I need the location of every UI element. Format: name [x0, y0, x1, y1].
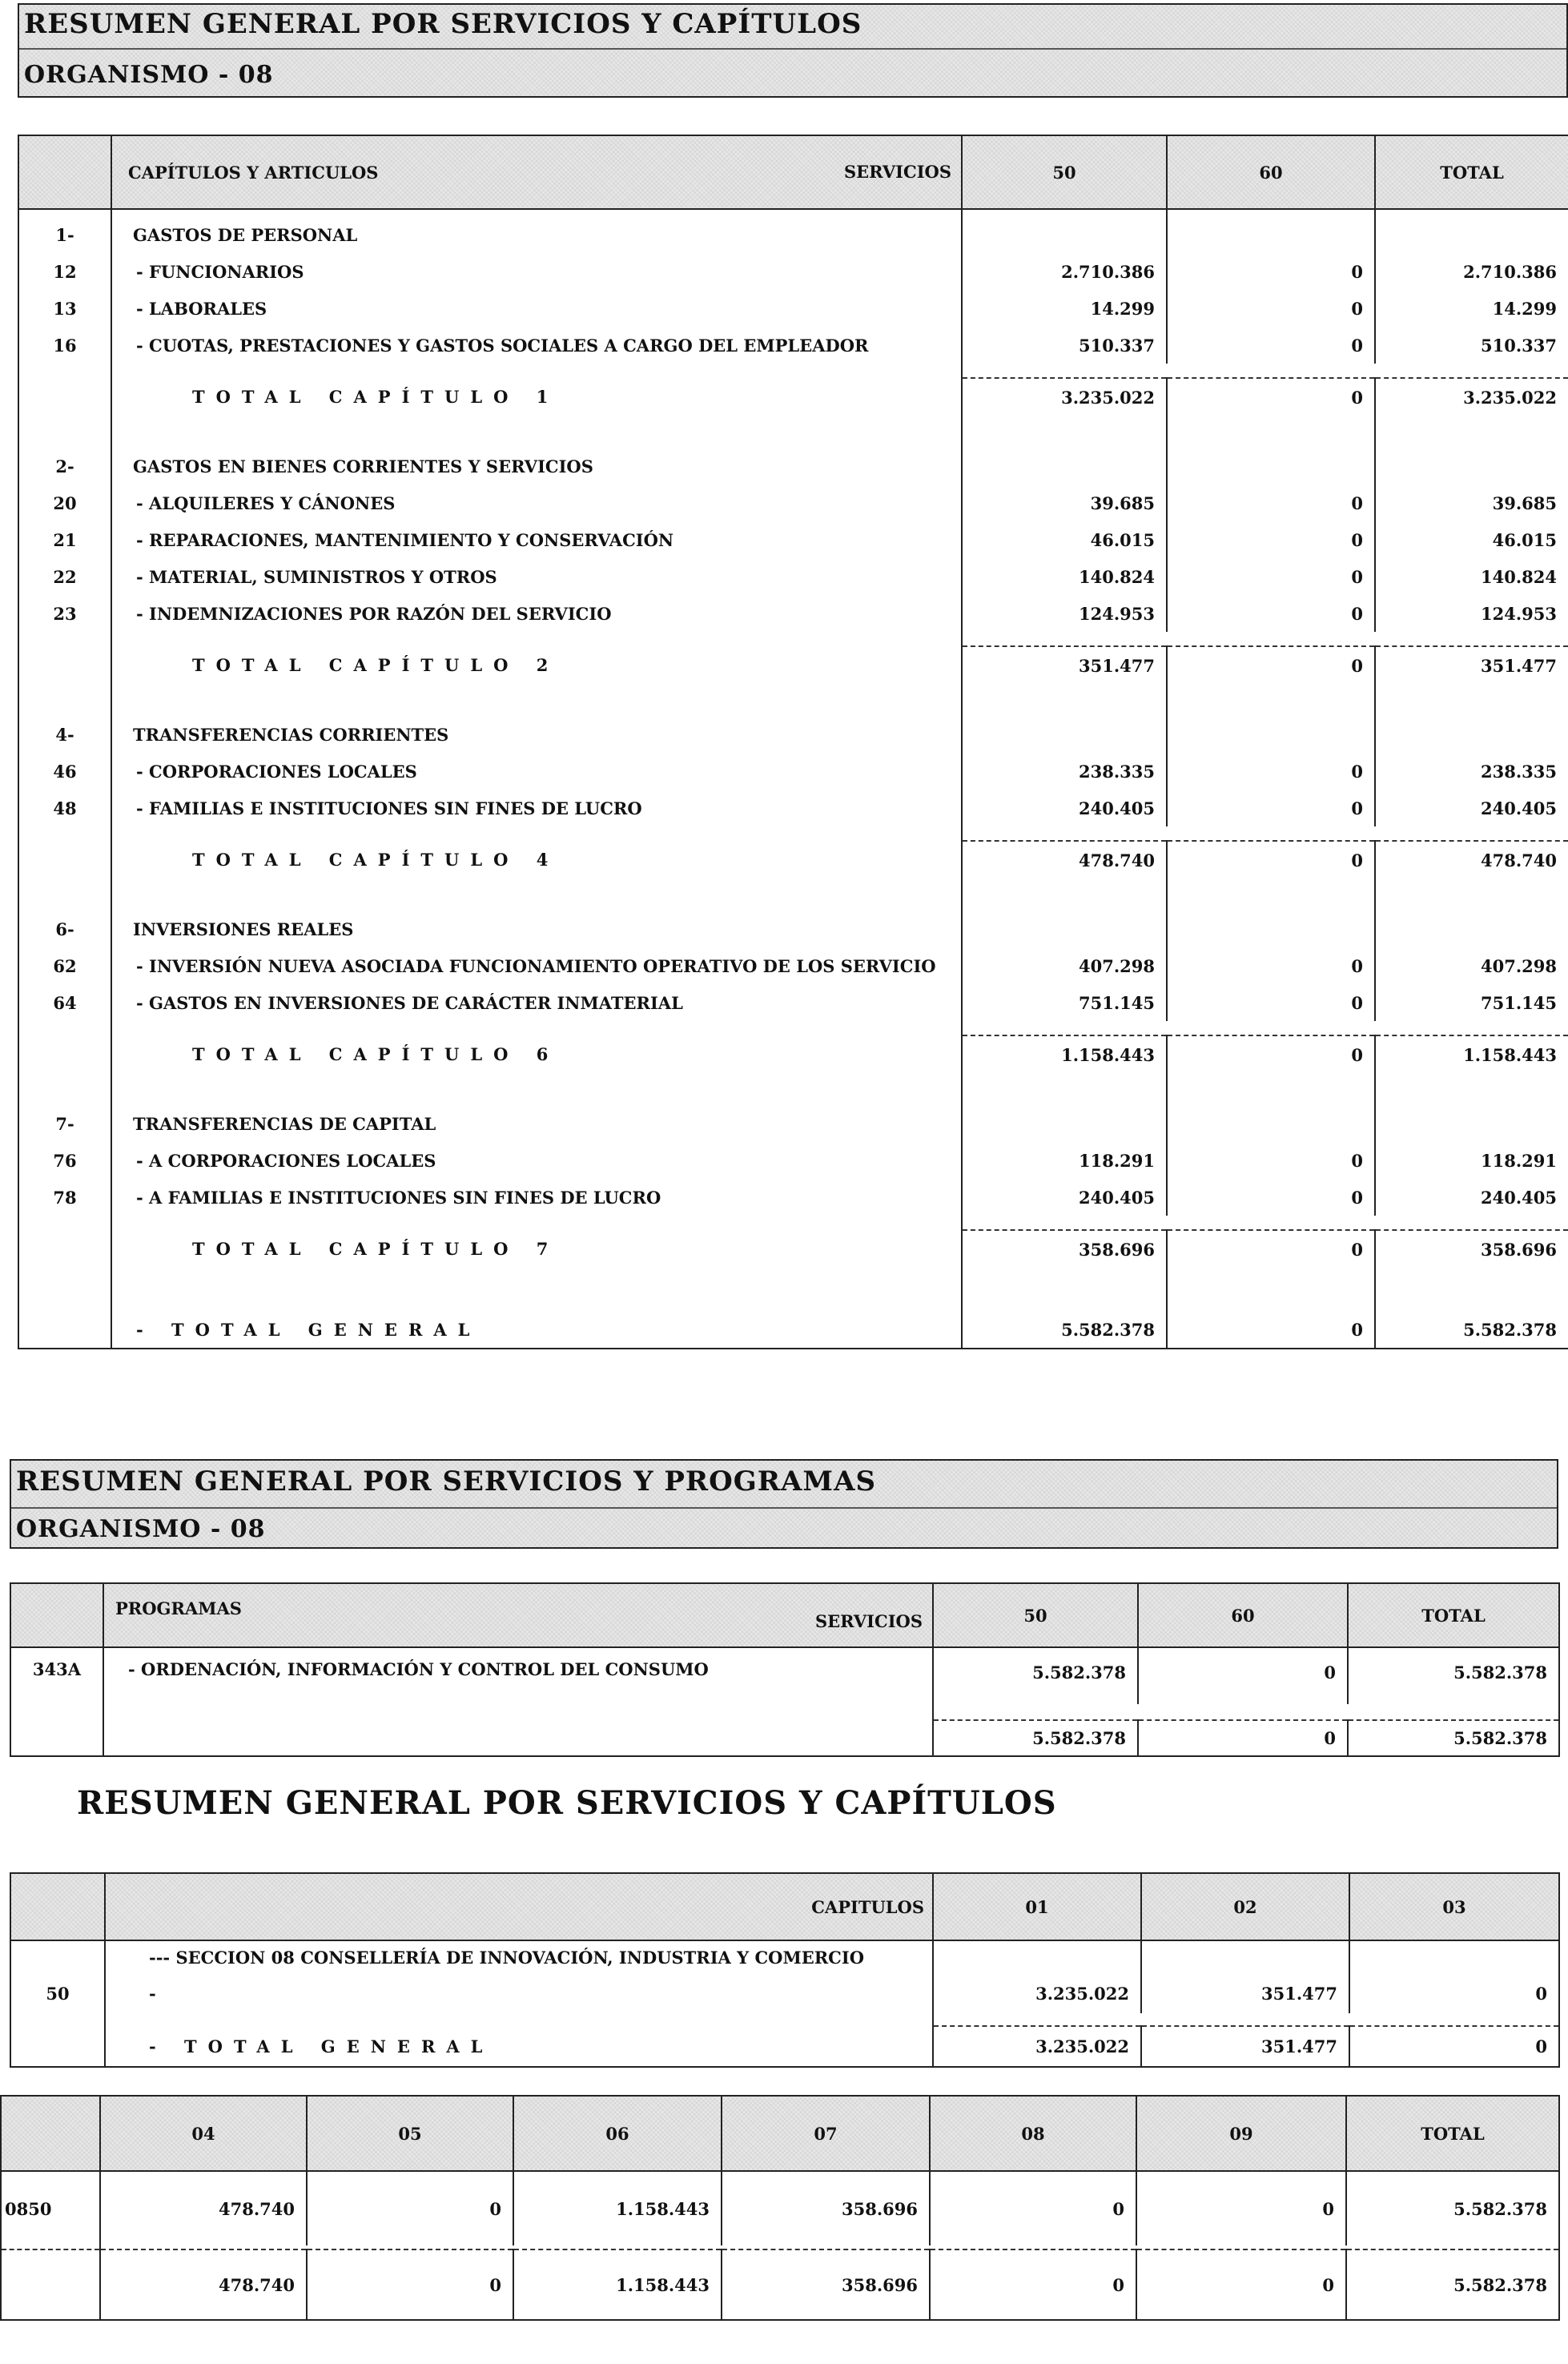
row-value-50: 407.298	[962, 947, 1167, 984]
chapter-total-row	[18, 841, 1568, 878]
chapter-total-row	[18, 1230, 1568, 1268]
row-value-60: 0	[1167, 1311, 1375, 1349]
programa-total-60: 0	[1138, 1720, 1348, 1756]
row-code: 76	[53, 1150, 77, 1171]
row-code: 12	[53, 261, 77, 282]
row-value-total: 751.145	[1375, 984, 1568, 1021]
chapter-total-row	[18, 646, 1568, 684]
row-description: TOTAL CAPÍTULO 2	[111, 646, 962, 684]
programa-total-row	[10, 1720, 1559, 1756]
spacer-row	[18, 878, 1568, 911]
spacer-row	[18, 416, 1568, 448]
row-value-50: 140.824	[962, 558, 1167, 595]
row-code: 6-	[55, 919, 74, 939]
row-value-total: 478.740	[1375, 841, 1568, 878]
row-code	[18, 646, 111, 684]
cont-total-08: 0	[930, 2249, 1136, 2320]
row-value-50: 14.299	[962, 290, 1167, 327]
header-col-04: 04	[100, 2096, 307, 2171]
row-value-total: 3.235.022	[1375, 378, 1568, 416]
row-description: - GASTOS EN INVERSIONES DE CARÁCTER INMATERIAL	[111, 984, 962, 1021]
row-value-total: 14.299	[1375, 290, 1568, 327]
header-concept-cell	[103, 1583, 933, 1647]
table-row	[18, 290, 1568, 327]
table-row	[18, 984, 1568, 1021]
row-description: GASTOS EN BIENES CORRIENTES Y SERVICIOS	[111, 448, 962, 484]
row-code: 7-	[55, 1113, 74, 1134]
dashed-separator-row	[18, 632, 1568, 646]
row-code: 16	[53, 335, 77, 356]
row-value-50	[962, 448, 1167, 484]
header-concept-cell	[111, 135, 962, 209]
row-value-total: 240.405	[1375, 790, 1568, 826]
row-value-60	[1167, 1105, 1375, 1142]
row-value-50: 118.291	[962, 1142, 1167, 1179]
row-value-total: 238.335	[1375, 753, 1568, 790]
row-code: 64	[53, 992, 77, 1013]
seccion-value-row	[10, 1973, 1559, 2013]
row-description: TRANSFERENCIAS DE CAPITAL	[111, 1105, 962, 1142]
header-col-50: 50	[962, 135, 1167, 209]
header-col-03: 03	[1349, 1873, 1559, 1940]
row-description: - REPARACIONES, MANTENIMIENTO Y CONSERVACIÓN	[111, 521, 962, 558]
row-description: - TOTAL GENERAL	[111, 1311, 962, 1349]
row-description: INVERSIONES REALES	[111, 911, 962, 947]
banner-title: RESUMEN GENERAL POR SERVICIOS Y PROGRAMAS	[16, 1465, 876, 1498]
banner-title: RESUMEN GENERAL POR SERVICIOS Y CAPÍTULOS	[24, 8, 862, 40]
header-code-cell	[18, 135, 111, 209]
row-value-60	[1167, 716, 1375, 753]
dashed-separator-row	[18, 826, 1568, 841]
row-value-60: 0	[1167, 378, 1375, 416]
spacer-row	[18, 1268, 1568, 1300]
table-row	[18, 753, 1568, 790]
seccion-total-01: 3.235.022	[933, 2026, 1141, 2067]
row-value-total: 39.685	[1375, 484, 1568, 521]
chapter-total-row	[18, 378, 1568, 416]
row-value-total	[1375, 216, 1568, 253]
row-value-50: 358.696	[962, 1230, 1167, 1268]
seccion-label-row	[10, 1940, 1559, 1973]
row-value-total: 358.696	[1375, 1230, 1568, 1268]
table-row	[18, 253, 1568, 290]
cont-value-05: 0	[307, 2171, 513, 2245]
row-value-total: 2.710.386	[1375, 253, 1568, 290]
dashed-separator-row	[10, 2013, 1559, 2026]
row-description: - ALQUILERES Y CÁNONES	[111, 484, 962, 521]
row-value-total	[1375, 1105, 1568, 1142]
row-description: - FAMILIAS E INSTITUCIONES SIN FINES DE LUCRO	[111, 790, 962, 826]
banner-subtitle: ORGANISMO - 08	[24, 61, 274, 89]
seccion-dash: -	[105, 1973, 933, 2013]
programa-total-total: 5.582.378	[1348, 1720, 1559, 1756]
cont-value-08: 0	[930, 2171, 1136, 2245]
chapter-total-row	[18, 1035, 1568, 1073]
table-row	[18, 947, 1568, 984]
row-value-60: 0	[1167, 984, 1375, 1021]
spacer-row	[18, 1073, 1568, 1105]
row-description: - CUOTAS, PRESTACIONES Y GASTOS SOCIALES A CARGO DEL EMPLEADOR	[111, 327, 962, 364]
row-value-50	[962, 911, 1167, 947]
header-col-60: 60	[1138, 1583, 1348, 1647]
header-code-cell	[10, 1873, 105, 1940]
table-row	[18, 716, 1568, 753]
cont-total-07: 358.696	[722, 2249, 930, 2320]
row-code: 4-	[55, 724, 74, 745]
row-value-50: 240.405	[962, 1179, 1167, 1216]
row-value-total	[1375, 911, 1568, 947]
row-value-60	[1167, 448, 1375, 484]
capitulos-header-row	[18, 135, 1568, 209]
row-value-50: 510.337	[962, 327, 1167, 364]
row-code: 1-	[55, 224, 74, 245]
programa-value-60: 0	[1138, 1647, 1348, 1704]
row-value-60	[1167, 216, 1375, 253]
row-value-50: 238.335	[962, 753, 1167, 790]
row-value-60: 0	[1167, 595, 1375, 632]
cont-value-09: 0	[1136, 2171, 1346, 2245]
header-col-07: 07	[722, 2096, 930, 2171]
programa-row	[10, 1647, 1559, 1704]
table-row	[18, 595, 1568, 632]
table-row	[18, 448, 1568, 484]
grand-total-row	[18, 1311, 1568, 1349]
row-value-60: 0	[1167, 790, 1375, 826]
row-value-50: 478.740	[962, 841, 1167, 878]
row-code: 21	[53, 529, 77, 550]
dashed-separator-row	[18, 1216, 1568, 1230]
header-col-total: TOTAL	[1375, 135, 1568, 209]
header-code-cell	[10, 1583, 103, 1647]
row-value-50: 2.710.386	[962, 253, 1167, 290]
programas-table	[10, 1582, 1560, 1757]
seccion-total-02: 351.477	[1141, 2026, 1349, 2067]
row-value-total: 5.582.378	[1375, 1311, 1568, 1349]
row-description: - FUNCIONARIOS	[111, 253, 962, 290]
row-code	[18, 1035, 111, 1073]
row-description: - INVERSIÓN NUEVA ASOCIADA FUNCIONAMIENTO OPERATIVO DE LOS SERVICIO	[111, 947, 962, 984]
row-value-60: 0	[1167, 646, 1375, 684]
row-description: - LABORALES	[111, 290, 962, 327]
dashed-separator-row	[10, 1704, 1559, 1720]
cont-value-06: 1.158.443	[513, 2171, 722, 2245]
programa-value-50: 5.582.378	[933, 1647, 1138, 1704]
row-code	[18, 378, 111, 416]
row-value-50	[962, 716, 1167, 753]
row-description: TOTAL CAPÍTULO 6	[111, 1035, 962, 1073]
header-col-total: TOTAL	[1346, 2096, 1559, 2171]
row-value-60: 0	[1167, 253, 1375, 290]
table-row	[18, 1105, 1568, 1142]
programa-desc: - ORDENACIÓN, INFORMACIÓN Y CONTROL DEL CONSUMO	[103, 1647, 933, 1704]
row-description: - A CORPORACIONES LOCALES	[111, 1142, 962, 1179]
spacer-row	[18, 1300, 1568, 1311]
banner-divider	[11, 1507, 1557, 1509]
row-code: 22	[53, 566, 77, 587]
row-value-50: 1.158.443	[962, 1035, 1167, 1073]
row-value-60: 0	[1167, 1142, 1375, 1179]
row-value-total: 140.824	[1375, 558, 1568, 595]
row-value-50: 240.405	[962, 790, 1167, 826]
cont-total-total: 5.582.378	[1346, 2249, 1559, 2320]
row-value-50: 124.953	[962, 595, 1167, 632]
row-code	[18, 1311, 111, 1349]
seccion-header-row	[10, 1873, 1559, 1940]
table-row	[18, 216, 1568, 253]
row-value-total	[1375, 448, 1568, 484]
report-banner-capitulos	[18, 3, 1568, 98]
capitulos-table	[18, 135, 1568, 1349]
row-value-total: 351.477	[1375, 646, 1568, 684]
row-value-60: 0	[1167, 290, 1375, 327]
row-code: 48	[53, 798, 77, 818]
header-programas: PROGRAMAS	[115, 1598, 242, 1618]
row-value-total: 46.015	[1375, 521, 1568, 558]
row-description: TOTAL CAPÍTULO 1	[111, 378, 962, 416]
table-row	[18, 790, 1568, 826]
row-value-50	[962, 216, 1167, 253]
row-value-50: 351.477	[962, 646, 1167, 684]
row-value-total: 1.158.443	[1375, 1035, 1568, 1073]
row-value-50: 46.015	[962, 521, 1167, 558]
row-code: 2-	[55, 456, 74, 476]
seccion-value-02: 351.477	[1141, 1973, 1349, 2013]
header-code-cell	[1, 2096, 100, 2171]
seccion-total-row	[10, 2026, 1559, 2067]
seccion-desc: --- SECCION 08 CONSELLERÍA DE INNOVACIÓN, INDUSTRIA Y COMERCIO	[105, 1940, 933, 1973]
table-row	[18, 521, 1568, 558]
seccion-value-03: 0	[1349, 1973, 1559, 2013]
header-concept: CAPÍTULOS Y ARTICULOS	[128, 162, 379, 183]
cont-total-row	[1, 2249, 1559, 2320]
row-value-total	[1375, 716, 1568, 753]
row-value-60: 0	[1167, 558, 1375, 595]
row-value-50	[962, 1105, 1167, 1142]
table-row	[18, 327, 1568, 364]
cont-total-05: 0	[307, 2249, 513, 2320]
row-code: 20	[53, 492, 77, 513]
table-row	[18, 484, 1568, 521]
row-value-total: 118.291	[1375, 1142, 1568, 1179]
row-description: - CORPORACIONES LOCALES	[111, 753, 962, 790]
cont-total-09: 0	[1136, 2249, 1346, 2320]
row-value-60: 0	[1167, 1230, 1375, 1268]
cont-total-04: 478.740	[100, 2249, 307, 2320]
row-value-60: 0	[1167, 484, 1375, 521]
table-row	[18, 911, 1568, 947]
row-value-total: 124.953	[1375, 595, 1568, 632]
row-value-total: 510.337	[1375, 327, 1568, 364]
cont-value-04: 478.740	[100, 2171, 307, 2245]
row-description: GASTOS DE PERSONAL	[111, 216, 962, 253]
spacer-row	[18, 684, 1568, 716]
seccion-value-01: 3.235.022	[933, 1973, 1141, 2013]
table-row	[18, 1179, 1568, 1216]
header-col-05: 05	[307, 2096, 513, 2171]
header-col-50: 50	[933, 1583, 1138, 1647]
header-col-01: 01	[933, 1873, 1141, 1940]
seccion-total-03: 0	[1349, 2026, 1559, 2067]
table-row	[18, 558, 1568, 595]
row-description: TOTAL CAPÍTULO 4	[111, 841, 962, 878]
row-code: 62	[53, 955, 77, 976]
header-capitulos: CAPITULOS	[105, 1873, 933, 1940]
seccion-total-label: - TOTAL GENERAL	[105, 2026, 933, 2067]
row-code: 78	[53, 1187, 77, 1208]
row-code: 46	[53, 761, 77, 782]
row-value-60: 0	[1167, 841, 1375, 878]
section-title-capitulos: RESUMEN GENERAL POR SERVICIOS Y CAPÍTULOS	[77, 1784, 1057, 1822]
row-value-50: 39.685	[962, 484, 1167, 521]
header-servicios: SERVICIOS	[844, 162, 951, 182]
banner-divider	[19, 48, 1566, 50]
cont-value-row	[1, 2171, 1559, 2245]
cont-total-06: 1.158.443	[513, 2249, 722, 2320]
header-servicios: SERVICIOS	[815, 1611, 923, 1631]
row-value-60: 0	[1167, 1179, 1375, 1216]
row-value-50: 5.582.378	[962, 1311, 1167, 1349]
row-value-50: 3.235.022	[962, 378, 1167, 416]
programa-total-50: 5.582.378	[933, 1720, 1138, 1756]
row-value-60: 0	[1167, 521, 1375, 558]
row-value-total: 407.298	[1375, 947, 1568, 984]
row-description: TRANSFERENCIAS CORRIENTES	[111, 716, 962, 753]
cont-value-total: 5.582.378	[1346, 2171, 1559, 2245]
row-description: TOTAL CAPÍTULO 7	[111, 1230, 962, 1268]
row-description: - INDEMNIZACIONES POR RAZÓN DEL SERVICIO	[111, 595, 962, 632]
cont-code: 0850	[5, 2198, 52, 2219]
banner-subtitle: ORGANISMO - 08	[16, 1515, 266, 1543]
row-code	[18, 841, 111, 878]
row-description: - A FAMILIAS E INSTITUCIONES SIN FINES DE LUCRO	[111, 1179, 962, 1216]
header-col-total: TOTAL	[1348, 1583, 1559, 1647]
report-banner-programas	[10, 1459, 1558, 1549]
dashed-separator-row	[18, 1021, 1568, 1035]
cont-header-row	[1, 2096, 1559, 2171]
row-code	[18, 1230, 111, 1268]
seccion-capitulos-table	[10, 1872, 1560, 2068]
row-value-50: 751.145	[962, 984, 1167, 1021]
row-value-total: 240.405	[1375, 1179, 1568, 1216]
seccion-capitulos-table-cont	[0, 2095, 1560, 2321]
header-col-02: 02	[1141, 1873, 1349, 1940]
programa-value-total: 5.582.378	[1348, 1647, 1559, 1704]
row-code: 13	[53, 298, 77, 319]
spacer-row	[18, 209, 1568, 216]
row-code: 23	[53, 603, 77, 624]
table-row	[18, 1142, 1568, 1179]
header-col-08: 08	[930, 2096, 1136, 2171]
seccion-code: 50	[46, 1983, 70, 2004]
header-col-06: 06	[513, 2096, 722, 2171]
programas-header-row	[10, 1583, 1559, 1647]
row-value-60: 0	[1167, 1035, 1375, 1073]
row-value-60: 0	[1167, 327, 1375, 364]
header-col-09: 09	[1136, 2096, 1346, 2171]
dashed-separator-row	[18, 364, 1568, 378]
row-value-60: 0	[1167, 753, 1375, 790]
header-col-60: 60	[1167, 135, 1375, 209]
row-value-60	[1167, 911, 1375, 947]
row-description: - MATERIAL, SUMINISTROS Y OTROS	[111, 558, 962, 595]
row-value-60: 0	[1167, 947, 1375, 984]
cont-value-07: 358.696	[722, 2171, 930, 2245]
programa-code: 343A	[32, 1659, 82, 1679]
